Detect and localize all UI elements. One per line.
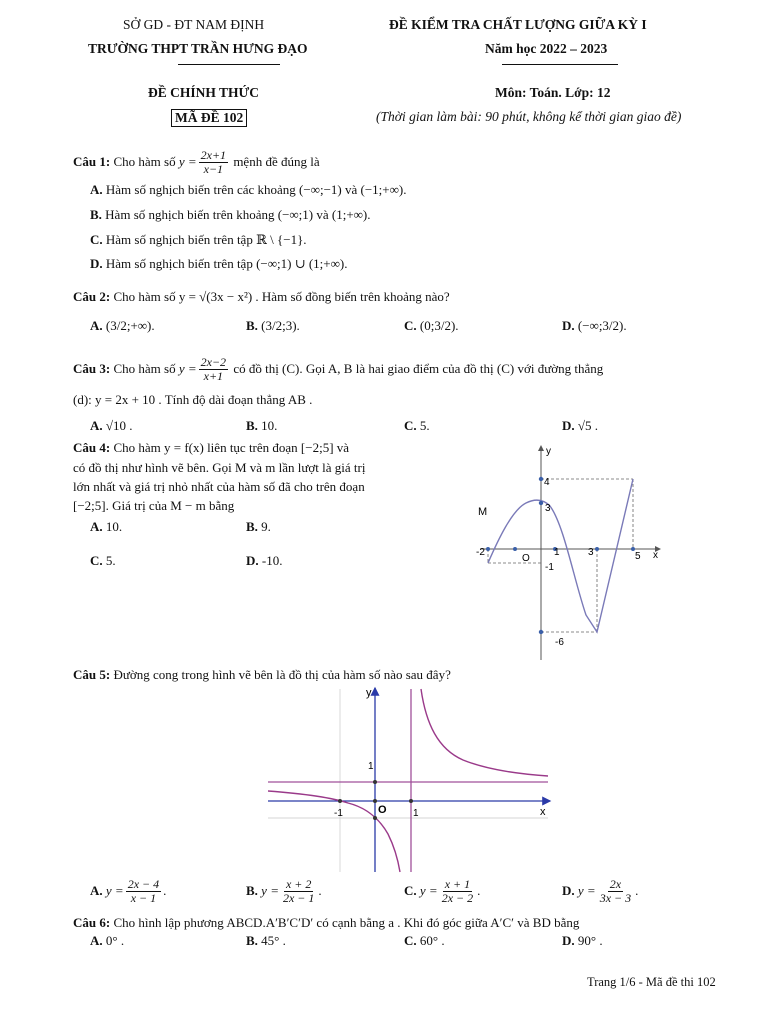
q5-option-a-fraction <box>126 878 161 905</box>
q6-option-d[interactable] <box>562 933 603 949</box>
q2-option-c-label: C. <box>404 318 417 333</box>
q3-option-b-label: B. <box>246 418 258 433</box>
q6-option-c[interactable] <box>404 933 445 949</box>
q1-option-a[interactable] <box>90 182 406 198</box>
question-4-line-3: lớn nhất và giá trị nhỏ nhất của hàm số đã cho trên đoạn <box>73 479 365 494</box>
q6-option-a[interactable] <box>90 933 124 949</box>
q4-option-a-text: 10. <box>105 519 123 534</box>
q6-option-b-text: 45° . <box>261 933 286 948</box>
q4-points <box>486 477 635 634</box>
q2-option-b[interactable] <box>246 318 300 334</box>
q3-option-c[interactable] <box>404 418 430 434</box>
q4-option-c[interactable] <box>90 553 116 569</box>
q4-function-graph <box>460 440 670 662</box>
q4-curve <box>488 479 633 632</box>
q5-option-a-y: y = <box>105 883 124 898</box>
q3-option-c-label: C. <box>404 418 417 433</box>
q1-option-a-text: Hàm số nghịch biến trên các khoảng (−∞;−1) và (−1;+∞). <box>105 182 407 197</box>
q6-option-d-label: D. <box>562 933 575 948</box>
page-footer: Trang 1/6 - Mã đề thi 102 <box>587 975 716 989</box>
question-3-fraction <box>199 356 228 383</box>
question-6-stem <box>73 915 579 931</box>
q2-option-c-text: (0;3/2). <box>419 318 459 333</box>
q5-option-b-label: B. <box>246 883 258 898</box>
q4-option-c-label: C. <box>90 553 103 568</box>
q6-option-c-text: 60° . <box>419 933 445 948</box>
q5-option-a[interactable]: A. y = $\frac{2x - 4}{x - 1}$ . <box>90 876 167 905</box>
q5-option-d[interactable]: D. y = $\frac{2x}{3x - 3}$ . <box>562 876 639 905</box>
question-1-text-a: Cho hàm số <box>113 154 176 169</box>
q4-option-b-text: 9. <box>261 519 271 534</box>
q6-option-b-label: B. <box>246 933 258 948</box>
q1-option-a-label: A. <box>90 182 103 197</box>
q2-option-d[interactable] <box>562 318 627 334</box>
q4-tick-neg2: -2 <box>476 547 485 558</box>
school-name: TRƯỜNG THPT TRẦN HƯNG ĐẠO <box>88 41 308 56</box>
q5-option-a-label: A. <box>90 883 103 898</box>
question-3-den: x+1 <box>203 368 224 383</box>
q3-option-a-label: A. <box>90 418 103 433</box>
q3-option-a-text: √10 . <box>105 418 133 433</box>
q5-option-c-num: x + 1 <box>444 876 471 891</box>
q4-option-c-text: 5. <box>105 553 116 568</box>
q5-x-label: x <box>540 806 546 818</box>
q3-option-b-text: 10. <box>261 418 278 433</box>
q3-option-a[interactable] <box>90 418 133 434</box>
subject-label: Môn: Toán. Lớp: 12 <box>495 85 611 100</box>
q1-option-c-label: C. <box>90 232 103 247</box>
time-note: (Thời gian làm bài: 90 phút, không kể thời gian giao đề) <box>376 109 682 124</box>
q4-option-b-label: B. <box>246 519 258 534</box>
q1-option-b-label: B. <box>90 207 102 222</box>
official-label: ĐỀ CHÍNH THỨC <box>148 85 260 100</box>
exam-code-box: MÃ ĐỀ 102 <box>171 109 247 127</box>
question-1-fraction <box>199 149 228 176</box>
q4-tick-x3: 3 <box>588 547 594 558</box>
question-1-den: x−1 <box>203 161 224 176</box>
q1-option-d-text: Hàm số nghịch biến trên tập (−∞;1) ∪ (1;+∞). <box>105 256 348 271</box>
q5-option-a-num: 2x − 4 <box>127 876 160 891</box>
question-3-text-a: Cho hàm số <box>113 361 176 376</box>
q5-option-b-num: x + 2 <box>285 876 312 891</box>
q4-option-a[interactable] <box>90 519 122 535</box>
question-3-stem <box>73 352 603 386</box>
q6-option-d-text: 90° . <box>577 933 603 948</box>
q2-option-a-label: A. <box>90 318 103 333</box>
q3-option-d-label: D. <box>562 418 575 433</box>
school-year: Năm học 2022 – 2023 <box>485 41 608 56</box>
question-4-line-2: có đồ thị như hình vẽ bên. Gọi M và m lần lượt là giá trị <box>73 460 366 475</box>
q4-tick-x1: 1 <box>554 547 560 558</box>
q5-option-b-fraction <box>281 878 316 905</box>
q2-option-a[interactable] <box>90 318 155 334</box>
q5-option-d-label: D. <box>562 883 575 898</box>
q4-tick-neg6: -6 <box>555 637 564 648</box>
q4-option-a-label: A. <box>90 519 103 534</box>
question-4-label: Câu 4: <box>73 440 111 455</box>
question-1-y: y = <box>178 154 197 169</box>
q5-tick-x1: 1 <box>413 808 419 819</box>
q2-option-d-label: D. <box>562 318 575 333</box>
q6-option-c-label: C. <box>404 933 417 948</box>
q5-option-d-fraction <box>598 878 633 905</box>
question-1-num: 2x+1 <box>200 147 227 162</box>
question-6-text: Cho hình lập phương ABCD.A′B′C′D′ có cạnh bằng a . Khi đó góc giữa A′C′ và BD bằng <box>113 915 580 930</box>
q5-option-c-fraction <box>440 878 475 905</box>
q1-option-c[interactable] <box>90 232 307 248</box>
q3-option-d-text: √5 . <box>577 418 599 433</box>
q5-grid <box>268 689 548 872</box>
school-underline <box>178 64 280 65</box>
question-5-label: Câu 5: <box>73 667 111 682</box>
q4-y-label: y <box>546 446 551 457</box>
q4-x-label: x <box>653 550 658 561</box>
question-3-line2: (d): y = 2x + 10 . Tính độ dài đoạn thẳng AB . <box>73 392 313 407</box>
question-1-label: Câu 1: <box>73 154 111 169</box>
q6-option-a-label: A. <box>90 933 103 948</box>
q1-option-d[interactable] <box>90 256 347 272</box>
q5-option-d-y: y = <box>577 883 596 898</box>
q5-option-c-den: 2x − 2 <box>441 890 474 905</box>
question-4-line-1 <box>73 440 349 456</box>
year-underline <box>502 64 618 65</box>
question-2-stem <box>73 289 450 305</box>
q3-option-c-text: 5. <box>419 418 430 433</box>
q1-option-d-label: D. <box>90 256 103 271</box>
question-4-line-4: [−2;5]. Giá trị của M − m bằng <box>73 498 235 513</box>
q5-option-b-den: 2x − 1 <box>282 890 315 905</box>
q4-tick-neg1: -1 <box>545 562 554 573</box>
q5-y-label: y <box>366 687 372 699</box>
question-3-text-b: có đồ thị (C). Gọi A, B là hai giao điểm của đồ thị (C) với đường thẳng <box>233 361 604 376</box>
q5-option-b-y: y = <box>261 883 279 898</box>
q4-option-d[interactable] <box>246 553 282 569</box>
q2-option-d-text: (−∞;3/2). <box>577 318 627 333</box>
question-4-text-1: Cho hàm y = f(x) liên tục trên đoạn [−2;5] và <box>113 440 350 455</box>
q5-right-branch <box>421 689 548 776</box>
question-5-stem <box>73 667 451 683</box>
q1-option-c-text: Hàm số nghịch biến trên tập ℝ \ {−1}. <box>105 232 307 247</box>
q5-option-c-label: C. <box>404 883 417 898</box>
q3-option-d[interactable] <box>562 418 598 434</box>
question-3-label: Câu 3: <box>73 361 111 376</box>
q5-tick-neg1: -1 <box>334 808 343 819</box>
q2-option-a-text: (3/2;+∞). <box>105 318 155 333</box>
q2-option-c[interactable] <box>404 318 459 334</box>
q4-tick-3: 3 <box>545 503 551 514</box>
department-name: SỞ GD - ĐT NAM ĐỊNH <box>123 17 265 32</box>
q4-tick-4: 4 <box>544 477 550 488</box>
q4-origin-label: O <box>522 553 530 564</box>
q4-option-d-text: -10. <box>261 553 283 568</box>
q5-tick-y1: 1 <box>368 761 374 772</box>
question-3-num: 2x−2 <box>200 354 227 369</box>
q4-guide-lines <box>488 479 633 632</box>
q5-option-c[interactable]: C. y = $\frac{x + 1}{2x - 2}$ . <box>404 876 481 905</box>
q1-option-b-text: Hàm số nghịch biến trên khoảng (−∞;1) và (1;+∞). <box>105 207 371 222</box>
q1-option-b[interactable] <box>90 207 371 223</box>
q2-option-b-text: (3/2;3). <box>261 318 300 333</box>
q5-option-d-num: 2x <box>609 876 622 891</box>
question-1-text-b: mệnh đề đúng là <box>233 154 320 169</box>
q6-option-b[interactable] <box>246 933 286 949</box>
question-6-label: Câu 6: <box>73 915 111 930</box>
q6-option-a-text: 0° . <box>105 933 125 948</box>
q2-option-b-label: B. <box>246 318 258 333</box>
q4-tick-x5: 5 <box>635 551 641 562</box>
exam-title: ĐỀ KIỂM TRA CHẤT LƯỢNG GIỮA KỲ I <box>389 17 647 32</box>
q5-option-b[interactable]: B. y = $\frac{x + 2}{2x - 1}$ . <box>246 876 322 905</box>
question-2-text: Cho hàm số y = √(3x − x²) . Hàm số đồng biến trên khoảng nào? <box>113 289 450 304</box>
q5-function-graph <box>268 684 558 874</box>
q4-option-d-label: D. <box>246 553 259 568</box>
q4-option-b[interactable] <box>246 519 271 535</box>
question-1-stem <box>73 145 320 179</box>
q5-origin-label: O <box>378 804 387 816</box>
question-2-label: Câu 2: <box>73 289 111 304</box>
q5-option-c-y: y = <box>419 883 438 898</box>
q5-option-d-den: 3x − 3 <box>599 890 632 905</box>
q3-option-b[interactable] <box>246 418 277 434</box>
q5-option-a-den: x − 1 <box>130 890 157 905</box>
question-5-text: Đường cong trong hình vẽ bên là đồ thị của hàm số nào sau đây? <box>113 667 451 682</box>
question-3-y: y = <box>178 361 197 376</box>
q4-m-label: M <box>478 506 488 518</box>
